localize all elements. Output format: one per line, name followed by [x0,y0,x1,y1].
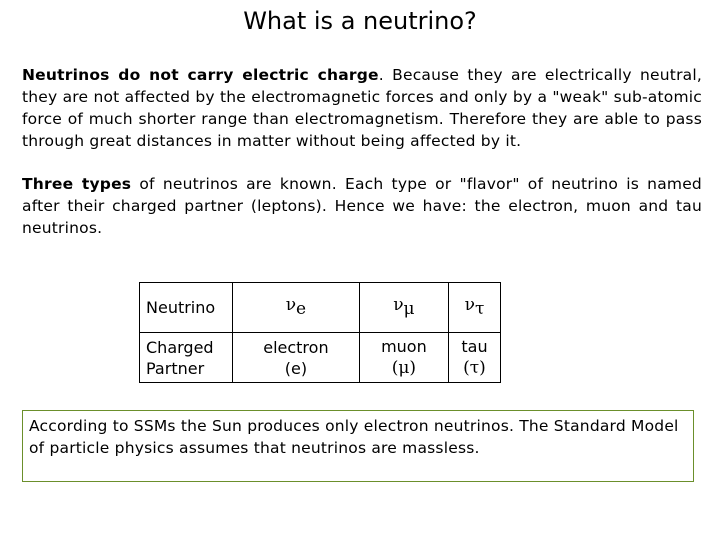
partner-name: electron [263,337,329,357]
paragraph-lead: Three types [22,175,132,193]
neutrino-symbol: ν [464,295,475,316]
partner-name: tau [461,337,488,356]
paragraph-neutrino-types [22,173,702,239]
cell-muon-neutrino [359,283,448,333]
neutrino-subscript: τ [474,299,485,320]
row-label-neutrino: Neutrino [140,283,233,333]
cell-electron-partner [233,333,360,383]
cell-electron-neutrino [233,283,360,333]
cell-muon-partner [359,333,448,383]
neutrino-symbol: ν [393,295,404,316]
partner-symbol: (τ) [463,358,486,378]
partner-symbol: (e) [284,358,308,378]
row-label-partner [140,333,233,383]
paragraph-body: of neutrinos are known. Each type or "flavor" of neutrino is named after their charged partner (leptons). Hence we have: the electron, muon and tau neutrinos. [22,175,702,237]
row-label-line: Partner [146,358,205,378]
neutrino-subscript: μ [403,299,415,320]
paragraph-body: . Because they are electrically neutral, they are not affected by the electromagnetic forces and only by a "weak" sub-atomic force of much shorter range than electromagnetism. Therefore they are able to pass through great distances in matter without being affected by it. [22,66,702,150]
table-row-neutrino [140,283,501,333]
cell-tau-neutrino [448,283,500,333]
ssm-note-box: According to SSMs the Sun produces only electron neutrinos. The Standard Model of particle physics assumes that neutrinos are massless. [22,410,694,482]
neutrino-subscript: e [296,299,307,320]
paragraph-lead: Neutrinos do not carry electric charge [22,66,379,84]
neutrino-flavor-table [139,282,501,383]
paragraph-neutrino-charge [22,64,702,152]
row-label-line: Charged [146,337,214,357]
partner-symbol: (μ) [391,358,417,378]
table-row-partner [140,333,501,383]
cell-tau-partner [448,333,500,383]
slide-title: What is a neutrino? [243,7,477,35]
partner-name: muon [381,337,427,356]
neutrino-symbol: ν [285,295,297,316]
